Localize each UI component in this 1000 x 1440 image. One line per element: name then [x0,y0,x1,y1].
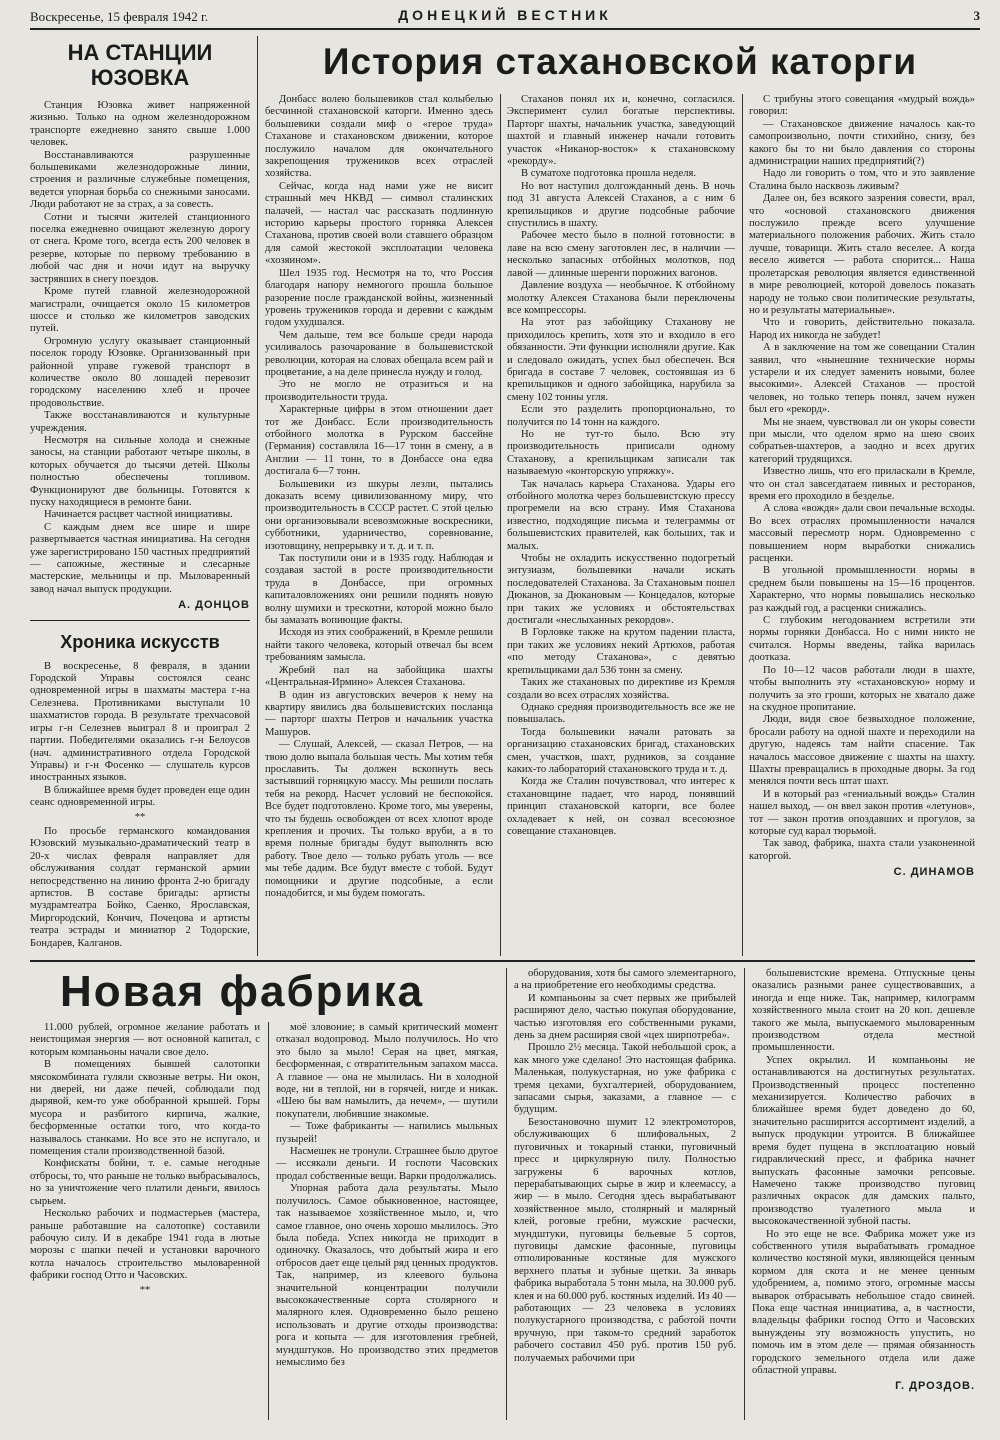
paragraph: — Тоже фабриканты — напились мыльных пузырей! [276,1121,498,1145]
paragraph: Характерные цифры в этом отношении дает тот же Донбасс. Если производительность отбойного молотка в Рурском бассейне (Германия) составляла 16—17 тонн в смену, а в Англии — 11 тонн, то в Донбассе она едва достигала 6—7 тонн. [265,404,493,478]
issue-date: Воскресенье, 15 февраля 1942 г. [30,9,209,24]
paragraph: Также восстанавливаются и культурные учреждения. [30,410,250,434]
masthead [30,6,980,30]
paragraph: Исходя из этих соображений, в Кремле решили найти такого человека, который отвечал бы всем требованиям замысла. [265,627,493,664]
paragraph: Чем дальше, тем все больше среди народа усиливалось разочарование в большевистской революции, которая на словах обещала всем рай и процветание, а на деле принесла нужду и голод. [265,329,493,378]
paragraph: — Слушай, Алексей, — сказал Петров, — на твою долю выпала большая честь. Мы хотим тебя прославить. Ты должен вскопнуть весь застывший горняцкую массу. Мы решили послать тебя на рекорд. Насчет условий не беспокойся. Все будет подготовлено. Кроме того, мы уверены, что ты будешь освобожден от всех хлопот вроде крепления и прочих. Ты только вруби, а в то время полные бригады будут выполнять всю работу. Твое дело — только рубать уголь — все мы тебе дадим. Все будут вместе с тобой. Будут помощники и другие подсобные, а если понадобится, и мы будем помогать. [265,739,493,899]
paragraph: Шел 1935 год. Несмотря на то, что Россия благодаря напору немногого прошла большое разорение после гражданской войны, жизненный уровень тружеников города и деревни с каждым годом ухудшался. [265,267,493,329]
paragraph: В воскресенье, 8 февраля, в здании Городской Управы состоялся сеанс одновременной игры в шахматы мастера г-на Селезнева. Противниками выступали 10 шахматистов города. В результате трехчасовой игры г-н Селезнев выиграл 8 и проиграл 2 партии. Победителями оказались г-н Белоусов (нач. административного отдела Городской Управы) и г-н Фосенко — слушатель курсов иностранных языков. [30,660,250,784]
factory-column-2 [276,1022,498,1420]
section-divider [30,960,975,962]
paragraph: И в который раз «гениальный вождь» Сталин нашел выход, — он ввел закон против «летунов», тот — закон против опоздавших и прогулов, за которые суд карал тюрьмой. [749,788,975,837]
paragraph: Известно лишь, что его приласкали в Кремле, что он стал завсегдатаем пивных и ресторанов, время его проходило в безделье. [749,466,975,502]
paragraph: И компаньоны за счет первых же прибылей расширяют дело, частью покупая оборудование, частью изготовляя его собственными руками, день за днем расширяя свой «цех ширпотреба». [514,992,736,1042]
paragraph: Но это еще не все. Фабрика может уже из собственного утиля вырабатывать громадное количество костяной муки, являющейся ценным кормом для скота и не менее ценным удобрением, а, помимо этого, огромные массы выварок отбрасывать небольшое стадо свиней. Пока еще частная инициатива, а, в частности, владельцы фабрики господ Отто и Часовских вынуждены эту возможность упустить, но помочь им в этом деле — прямая обязанность городского земельного отдела или даже областной управы. [752,1228,975,1376]
paragraph: Но не тут-то было. Всю эту производительность приписали одному Стаханову, а крепильщикам записали так называемую «конторскую упряжку». [507,428,735,478]
paragraph: Рабочее место было в полной готовности: в лаве на всю смену заготовлен лес, в наличии — несколько запасных отбойных молотков, под лавой — длинные шеренги порожних вагонов. [507,230,735,279]
paragraph: Насмешек не тронули. Страшнее было другое — иссякали деньги. И госпоти Часовских продал собственные вещи. Варки продолжались. [276,1146,498,1182]
paragraph: Однако средняя производительность все же не повышалась. [507,701,735,726]
paragraph: — Стахановское движение началось как-то самопроизвольно, почти стихийно, снизу, без какого бы то ни было давления со стороны администрации наших предприятий(?) [749,118,975,168]
page-number: 3 [973,8,980,23]
article-title-factory: Новая фабрика [60,967,425,1016]
stakhanov-column-3 [749,94,975,956]
paragraph: Так поступили они и в 1935 году. Наблюдая и создавая застой в росте производительности труда в Донбассе, при огромных капиталовложениях они решили поднять новую волну шумихи и трескотни, которой можно было бы замазать вопиющие факты. [265,553,493,627]
paragraph: Прошло 2½ месяца. Такой небольшой срок, а как много уже сделано! Это настоящая фабрика. Маленькая, полукустарная, но уже фабрика с тремя цехами, бухгалтерией, оборудованием, запасами сырья, заказами, а главное — с будущим. [514,1042,736,1116]
paragraph: А в заключение на том же совещании Сталин заявил, что «нынешние технические нормы устарели и их следует заменить новыми, более высокими». Алексей Стаханов — простой человек, но только теперь понял, зачем нужен был его «рекорд». [749,342,975,416]
paragraph: Начинается расцвет частной инициативы. [44,509,233,521]
paragraph: По просьбе германского командования Юзовский музыкально-драматический театр в 20-х числах февраля направляет для обслуживания солдат германской армии непосредственно на линию фронта 2-ю бригаду артистов. В составе бригады: артисты муздрамтеатра Бойко, Саенко, Ярославская, Миргородский, Кончич, Почецова и артисты театра эстрады и миниатюр 2 Тодорские, Бондарев, Калганов. [30,825,250,949]
paragraph: Донбасс волею большевиков стал колыбелью бесчинной стахановской каторги. Именно здесь большевики создали миф о «герое труда» Стаханове и стахановском движении, которое послужило началом для окончательного закрепощения тружеников всех отраслей хозяйства. [265,94,493,180]
paragraph: По 10—12 часов работали люди в шахте, чтобы выполнить эту «стахановскую» норму и получить за это гроши, которых не хватало даже на скудное пропитание. [749,664,975,713]
article-body-chronicle [30,661,250,810]
section-stars: ** [134,811,146,823]
stakhanov-column-2 [507,94,735,956]
paragraph: В один из августовских вечеров к нему на квартиру явились два большевистских посланца — парторг шахты Петров и начальник участка Машуров. [265,689,493,738]
paragraph: Станция Юзовка живет напряженной жизнью. Только на одном железнодорожном транспорте ежедневно занято свыше 1.000 человек. [30,100,250,149]
paragraph: оборудования, хотя бы самого элементарного, а на приобретение его необходимы средства. [514,968,736,992]
paragraph: Несмотря на сильные холода и снежные заносы, на станции работают четыре школы, в которых обучается до тысячи детей. Школы полностью обеспечены топливом. Функционируют две больницы. Готовятся к пуску находящиеся в ремонте бани. [30,434,250,508]
paragraph: А слова «вождя» дали свои печальные всходы. Во всех отраслях промышленности начался массовый пересмотр норм. Одновременно с повышением норм выработки снижались расценки. [749,503,975,565]
paragraph: С глубоким негодованием встретили эти нормы горняки Донбасса. Но с ними никто не считался. Нормы введены, тайка варилась доотказа. [749,615,975,664]
paragraph: Далее он, без всякого зазрения совести, врал, что «основой стахановского движения послужило прежде всего улучшение материального положения рабочих. Жить стало лучше, товарищи. Жить стало веселее. А когда весело живется — работа спорится... Наша пролетарская революция является единственной в мире революцией, которой довелось показать народу не только свои политические результаты, но и результаты материальные». [749,193,975,316]
article-body-station [30,100,250,596]
paragraph: Успех окрылил. И компаньоны не останавливаются на достигнутых результатах. Производственный процесс постепенно механизируется. Количество рабочих в ближайшее время будет доведено до 60, значительно расширится ассортимент изделий, а выпуск продукции утроится. В ближайшее время будет пущена в эксплоатацию новый гидравлический пресс, и фабрика начнет выпускать фасонные замочки репсовые. Намечено также производство пуговиц различных окрасок для дамских пальто, производство туалетного мыла и высококачественной зубной пасты. [752,1054,975,1228]
paragraph: Когда же Сталин почувствовал, что интерес к стахановщине падает, что народ, понявший принцип стахановской каторги, все более охладевает к ней, он созвал всесоюзное совещание стахановцев. [507,776,735,837]
paragraph: 11.000 рублей, огромное желание работать и неистощимая энергия — вот основной капитал, с которым компаньоны начали свое дело. [30,1022,260,1058]
paragraph: Надо ли говорить о том, что и это заявление Сталина было насквозь лживым? [749,168,975,192]
article-title-stakhanov: История стахановской каторги [322,41,918,82]
newspaper-name: ДОНЕЦКИЙ ВЕСТНИК [398,7,612,23]
paragraph: Давление воздуха — необычное. К отбойному молотку Алексея Стаханова были переключены все компрессоры. [507,280,735,316]
article-body-chronicle-2 [30,826,250,950]
paragraph: большевистские времена. Отпускные цены оказались разными ранее существовавших, а иногда и еще ниже. Так, например, килограмм хозяйственного мыла стоит на 20 коп. дешевле такого же мыла, выпускаемого мыловаренным производством отдела местной промышленности. [752,968,975,1054]
paragraph: Несколько рабочих и подмастерьев (мастера, раньше работавшие на салотопке) составили рабочую силу. И в декабре 1941 года в лютые морозы с шапки печей и установки варочного котла началось строительство мыловаренной фабрики господ Отто и Часовских. [30,1208,260,1282]
paragraph: С трибуны этого совещания «мудрый вождь» говорил: [749,94,975,118]
author-dontsov: А. ДОНЦОВ [178,599,250,612]
factory-column-1: 11.000 рублей, огромное желание работать и неистощимая энергия — вот основной капитал, с которым компаньоны начали свое дело. В помещениях бывшей салотопки мясокомбината гуляли сквозные ветры. Ни окон, ни дверей, ни даже печей, соблюдали под дырявой, кем-то уже обобранной крышей. Горы мусора и разбитого кирпича, жалкие, бесформенные остатки того, что когда-то называлось станками. Но все это не испугало, и помещения стали производственной базой. Конфискаты бойни, т. е. самые негодные отбросы, то, что раньше не только выбрасывалось, но за уничтожение чего платили деньги, явилось сырьем. Несколько рабочих и подмастерьев (мастера, раньше работавшие на салотопке) составили рабочую силу. И в декабре 1941 года в лютые морозы с шапки печей и установки варочного котла началось строительство мыловаренной фабрики господ Отто и Часовских. ** [30,1022,260,1296]
paragraph: Стаханов понял их и, конечно, согласился. Эксперимент сулил богатые перспективы. Парторг шахты, начальник участка, заведующий шахтой и главный инженер начали готовить участок «Никанор-восток» к стахановскому «рекорду». [507,94,735,168]
author-drozdov: Г. ДРОЗДОВ. [895,1380,975,1393]
article-title-station: НА СТАНЦИИ ЮЗОВКА [67,40,213,90]
paragraph: Если это разделить пропорционально, то получится по 14 тонн на каждого. [507,404,735,428]
paragraph: Безостановочно шумит 12 электромоторов, обслуживающих 6 шлифовальных, 2 пуговичных и токарный станки, пуговичный пресс и циркулярную пилу. Полностью загружены 6 варочных котлов, перерабатывающих сырье в жир и клеемассу, а жир — в мыло. Сегодня здесь вырабатывают хозяйственное мыло, столярный и малярный клей, роговые гребни, мужские расчески, мундштуки, пуговицы бельевые 5 сортов, пуговицы дамские фасонные, пуговицы отполированные костяные для мужского верхнего платья и зубные щетки. За январь фабрика выработала 5 тонн мыла, на 30.000 руб. клея и на 60.000 руб. костяных изделий. Из 40 — работающих — 23 человека в условиях полукустарного производства, с работой почти вручную, при таком-то средний заработок рабочего составил 450 руб. против 150 руб. получаемых рабочими при [514,1116,736,1364]
paragraph: В Горловке также на крутом падении пласта, при таких же условиях некий Артюхов, работая «по методу Стаханова», с девятью крепильщиками дал 536 тонн за смену. [507,627,735,676]
left-column [30,36,250,956]
paragraph: Жребий пал на забойщика шахты «Центральная-Ирмино» Алексея Стаханова. [265,664,493,689]
paragraph: На этот раз забойщику Стаханову не приходилось крепить, хотя это и входило в его обязанности. Эти функции исполняли другие. Как и следовало ожидать, успех был обеспечен. Вся бригада в составе 7 человек, состоявшая из 6 крепильщиков и одного забойщика, нарубила за смену 102 тонны угля. [507,317,735,403]
author-dinamov: С. ДИНАМОВ [893,866,975,879]
paragraph: В ближайшее время будет проведен еще один сеанс одновременной игры. [30,784,250,809]
article-title-chronicle: Хроника искусств [60,631,220,652]
paragraph: Но вот наступил долгожданный день. В ночь под 31 августа Алексей Стаханов, а с ним 6 крепильщиков и другие подсобные рабочие спустились в шахту. [507,180,735,230]
paragraph: В угольной промышленности нормы в среднем были повышены на 15—16 процентов. Характерно, что нормы повышались несколько раз каждый год, а расценки снижались. [749,565,975,614]
paragraph: Упорная работа дала результаты. Мыло получилось. Самое обыкновенное, настоящее, так называемое хозяйственное мыло, и, что самое главное, оно очень хорошо мылилось. Это была победа. Успех никогда не приходит в одиночку. Оказалось, что добытый жира и его отбросов дает еще целый ряд ценных продуктов. Так, например, из клеевого бульона значительной концентрации получили высококачественные сорта столярного и малярного клея. Одновременно было решено использовать и другие отходы производства: рога и копыта — для изготовления гребней, мундштуков. Но производство этих предметов немыслимо без [276,1183,498,1368]
paragraph: Таких же стахановых по директиве из Кремля создали во всех отраслях хозяйства. [507,677,735,701]
factory-column-4 [752,968,975,1420]
column-rule [257,36,258,956]
paragraph: С каждым днем все шире и шире развертывается частная инициатива. На сегодня уже зарегистрировано 150 частных предприятий — сапожные, жестяные и слесарные мастерские, мельницы и пр. Мыловаренный завод начал выпуск продукции. [30,521,250,595]
paragraph: Огромную услугу оказывает станционный поселок городу Юзовке. Организованный при районной управе гужевой транспорт в количестве около 80 лошадей перевозит городскому населению хлеб и прочее продовольствие. [30,335,250,409]
paragraph: Сотни и тысячи жителей станционного поселка ежедневно очищают железную дорогу от снега. Кроме того, всегда есть 200 человек в резерве, которые по первому требованию в любой час дня и ночи идут на выручку застрявших в снегу поездов. [30,211,250,285]
paragraph: Мы не знаем, чувствовал ли он укоры совести при мысли, что оделом ярмо на шею своих собратьев-шахтеров, а заодно и всех других категорий трудящихся. [749,416,975,465]
paragraph: Большевики из шкуры лезли, пытались доказать всему цивилизованному миру, что производительность в СССР растет. С этой целью они организовывали всевозможные воскресники, субботники, ударничество, соревнование, изотовщину, непрерывку и т. д. и т. п. [265,478,493,552]
paragraph: Восстанавливаются разрушенные большевиками железнодорожные линии, строения и различные служебные помещения, ведется упорная борьба со снежными заносами. Люди работают не за страх, а за совесть. [30,149,250,211]
paragraph: Конфискаты бойни, т. е. самые негодные отбросы, то, что раньше не только выбрасывалось, но за уничтожение чего платили деньги, явилось сырьем. [30,1158,260,1207]
paragraph: Сейчас, когда над нами уже не висит страшный меч НКВД — символ сталинских палачей, — настал час рассказать подлинную историю карьеры простого горняка Алексея Стаханова, против своей воли ставшего образцом для самой жестокой эксплоатации человека «хозяином». [265,180,493,267]
stakhanov-column-1 [265,94,493,956]
paragraph: моё зловоние; в самый критический момент отказал водопровод. Мыло получилось. Но что это было за мыло! Серая на цвет, мягкая, бесформенная, с отвратительным запахом масса. А главное — она не мылилась. Ни в холодной воде, ни в теплой, ни в горячей, нигде и никак. «Шею бы вам намылить, да нечем», — шутили покупатели, любившие знакомые. [276,1022,498,1120]
paragraph: В суматохе подготовка прошла неделя. [521,168,697,180]
paragraph: В помещениях бывшей салотопки мясокомбината гуляли сквозные ветры. Ни окон, ни дверей, ни даже печей, соблюдали под дырявой, кем-то уже обобранной крышей. Горы мусора и разбитого кирпича, жалкие, бесформенные остатки того, что когда-то называлось станками. Но все это не испугало, и помещения стали производственной базой. [30,1059,260,1158]
paragraph: Люди, видя свое безвыходное положение, бросали работу на одной шахте и переходили на другую, надеясь там найти спасение. Так началось массовое движение с шахты на шахту. Шахты превращались в проходные дворы. За год менялся почти весь штат шахт. [749,714,975,788]
factory-column-3 [514,968,736,1420]
paragraph: Кроме путей главной железнодорожной магистрали, очищается около 15 километров шоссе и столько же километров заводских путей. [30,286,250,335]
paragraph: Так началась карьера Стаханова. Удары его отбойного молотка через большевистскую прессу прогремели на всю страну. Имя Стаханова известно, подходящие письма и телеграммы от большевистских правителей, как больших, так и малых. [507,478,735,552]
paragraph: Что и говорить, действительно показала. Народ их никогда не забудет! [749,317,975,341]
paragraph: Это не могло не отразиться и на производительности труда. [265,379,493,403]
paragraph: Тогда большевики начали ратовать за организацию стахановских бригад, стахановских смен, участков, шахт, рудников, за создание каких-то лабораторий стахановского труда и т. д. [507,726,735,775]
paragraph: Чтобы не охладить искусственно подогретый энтузиазм, большевики начали искать последователей Стаханова. За Стахановым пошел Дюканов, за Дюкановым — Концедалов, которые при таких же условиях и обстоятельствах достигали «неслыханных рекордов». [507,553,735,627]
paragraph: Так завод, фабрика, шахта стали узаконенной каторгой. [749,838,975,862]
